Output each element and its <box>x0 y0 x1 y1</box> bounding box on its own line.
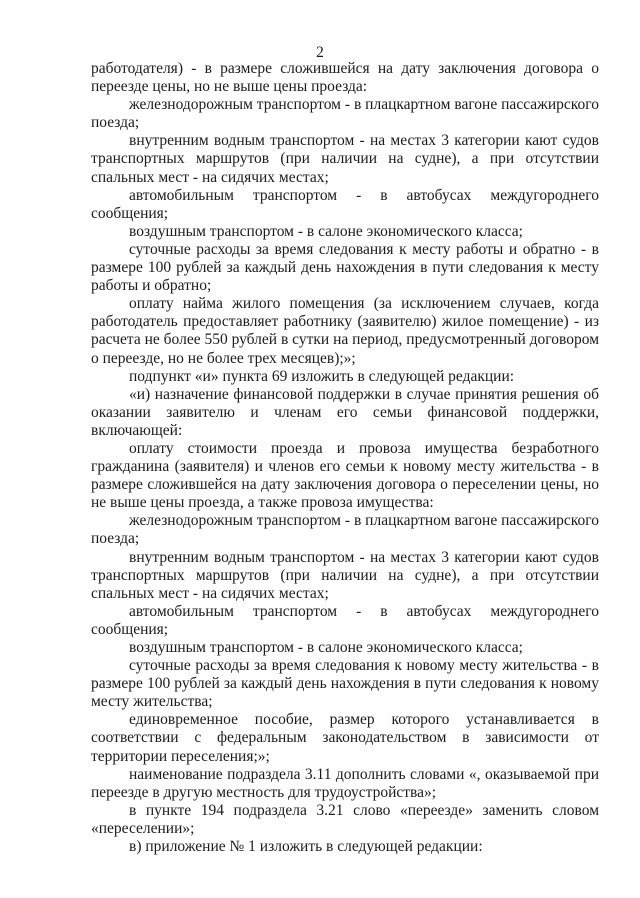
paragraph: подпункт «и» пункта 69 изложить в следующей редакции: <box>129 367 515 385</box>
paragraph: внутренним водным транспортом - на местах 3 категории кают судов транспортных маршрутов (при наличии на судне), а при отсутствии спальных мест - на сидячих местах; <box>91 548 599 602</box>
paragraph: работодателя) - в размере сложившейся на дату заключения договора о переезде цены, но не выше цены проезда: <box>91 60 599 96</box>
page-number: 2 <box>316 44 324 61</box>
paragraph: автомобильным транспортом - в автобусах междугороднего сообщения; <box>91 186 599 222</box>
paragraph: наименование подраздела 3.11 дополнить словами «, оказываемой при переезде в другую местность для трудоустройства»; <box>91 765 599 801</box>
paragraph: в пункте 194 подраздела 3.21 слово «переезде» заменить словом «переселении»; <box>91 801 599 837</box>
document-body <box>91 60 599 856</box>
paragraph: автомобильным транспортом - в автобусах междугороднего сообщения; <box>91 602 599 638</box>
paragraph: суточные расходы за время следования к новому месту жительства - в размере 100 рублей за каждый день нахождения в пути следования к новому месту жительства; <box>91 657 599 711</box>
paragraph: суточные расходы за время следования к месту работы и обратно - в размере 100 рублей за каждый день нахождения в пути следования к месту работы и обратно; <box>91 240 599 295</box>
paragraph: железнодорожным транспортом - в плацкартном вагоне пассажирского поезда; <box>91 512 599 548</box>
paragraph: железнодорожным транспортом - в плацкартном вагоне пассажирского поезда; <box>91 96 599 132</box>
paragraph: оплату найма жилого помещения (за исключением случаев, когда работодатель предоставляет работнику (заявителю) жилое помещение) - из расчета не более 550 рублей в сутки на период, предусмотренный договором о переезде, но не более трех месяцев);»; <box>91 295 599 367</box>
paragraph: внутренним водным транспортом - на местах 3 категории кают судов транспортных маршрутов (при наличии на судне), а при отсутствии спальных мест - на сидячих местах; <box>91 132 599 186</box>
paragraph: единовременное пособие, размер которого устанавливается в соответствии с федеральным законодательством в зависимости от территории переселения;»; <box>91 711 599 765</box>
paragraph: воздушным транспортом - в салоне экономического класса; <box>129 639 523 656</box>
paragraph: «и) назначение финансовой поддержки в случае принятия решения об оказании заявителю и членам его семьи финансовой поддержки, включающей: <box>91 385 599 439</box>
paragraph: оплату стоимости проезда и провоза имущества безработного гражданина (заявителя) и членов его семьи к новому месту жительства - в размере сложившейся на дату заключения договора о переселении цены, но не выше цены проезда, а также провоза имущества: <box>91 439 599 512</box>
paragraph: в) приложение № 1 изложить в следующей редакции: <box>129 838 483 856</box>
paragraph: воздушным транспортом - в салоне экономического класса; <box>129 222 523 240</box>
